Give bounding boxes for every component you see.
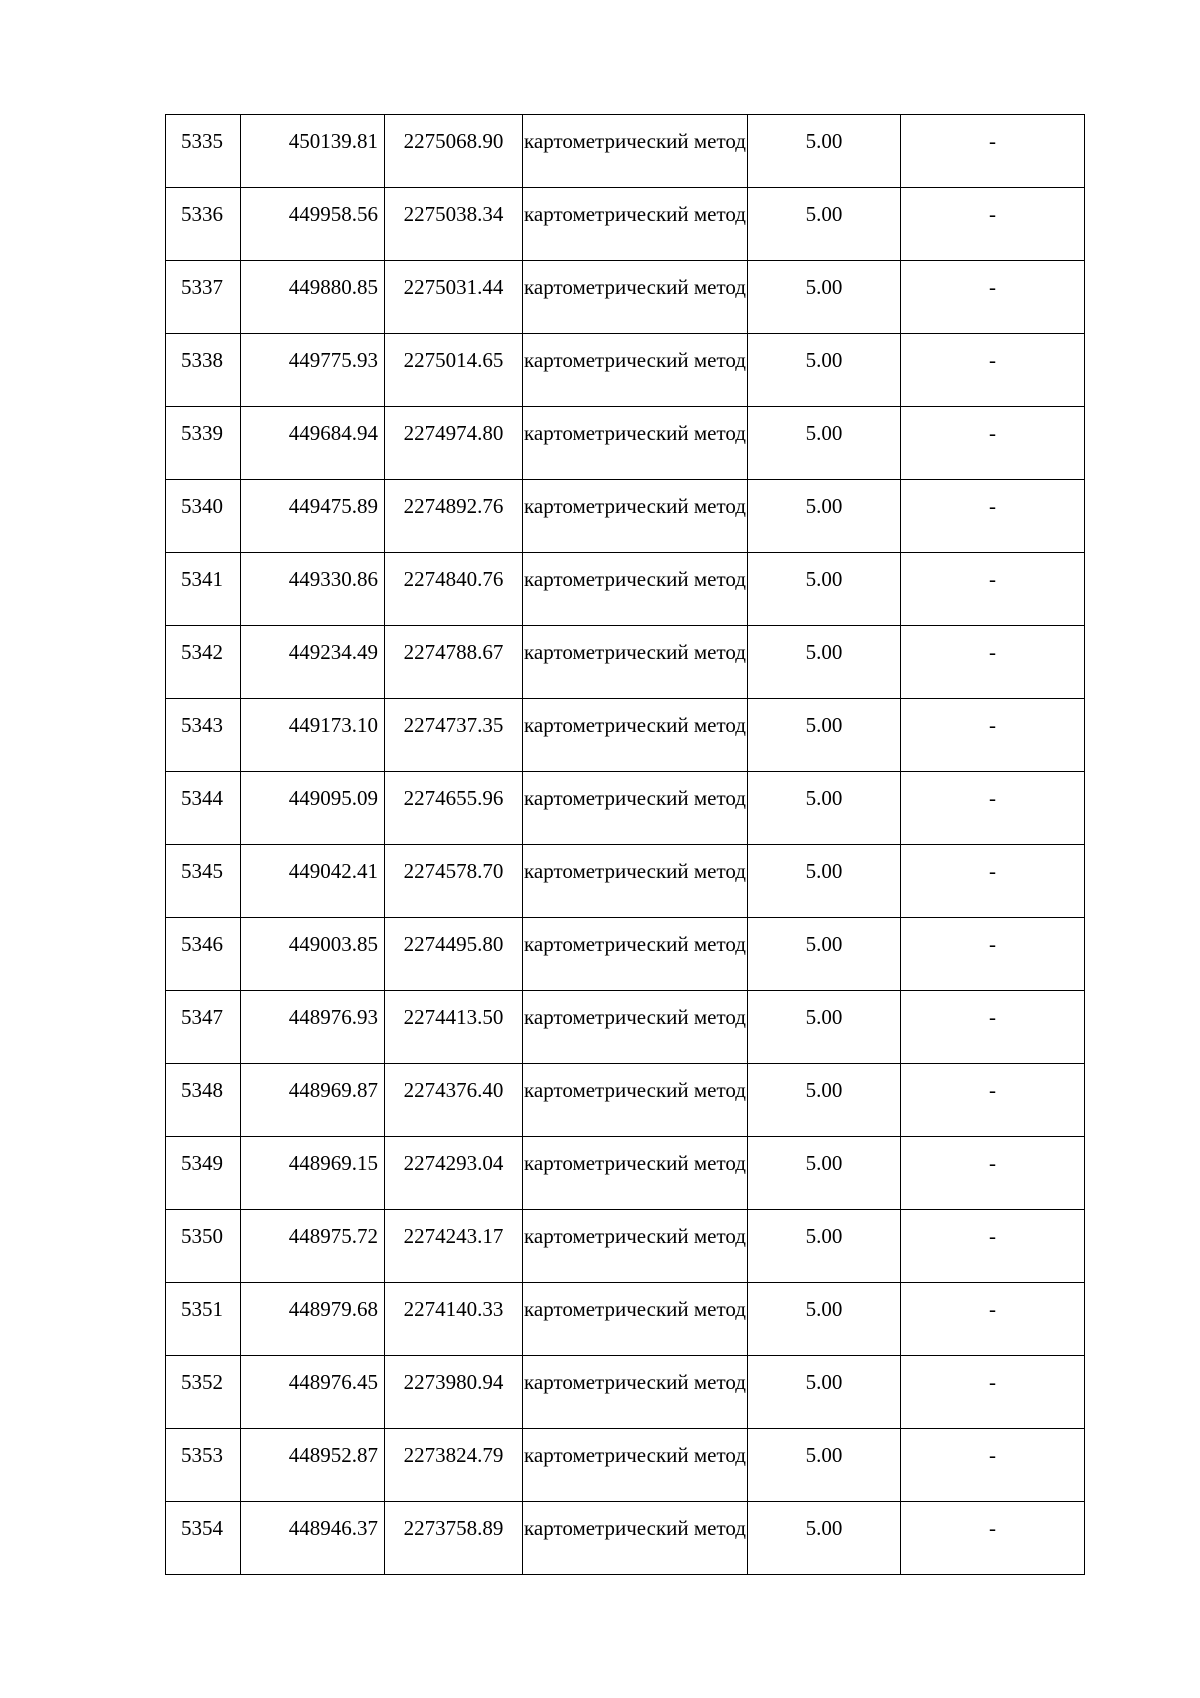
accuracy-cell: 5.00 (748, 115, 901, 188)
x-coordinate-cell: 448979.68 (241, 1283, 385, 1356)
method-cell: картометрический метод (523, 1064, 748, 1137)
method-cell: картометрический метод (523, 1210, 748, 1283)
y-coordinate-cell: 2275068.90 (385, 115, 523, 188)
table-row (166, 626, 1085, 699)
description-cell: - (901, 407, 1085, 480)
point-number-cell: 5347 (166, 991, 241, 1064)
x-coordinate-cell: 448975.72 (241, 1210, 385, 1283)
y-coordinate-cell: 2274293.04 (385, 1137, 523, 1210)
accuracy-cell: 5.00 (748, 1502, 901, 1575)
accuracy-cell: 5.00 (748, 1356, 901, 1429)
accuracy-cell: 5.00 (748, 1064, 901, 1137)
accuracy-cell: 5.00 (748, 407, 901, 480)
accuracy-cell: 5.00 (748, 188, 901, 261)
point-number-cell: 5348 (166, 1064, 241, 1137)
method-cell: картометрический метод (523, 480, 748, 553)
table-row (166, 553, 1085, 626)
point-number-cell: 5336 (166, 188, 241, 261)
accuracy-cell: 5.00 (748, 1137, 901, 1210)
x-coordinate-cell: 449173.10 (241, 699, 385, 772)
description-cell: - (901, 553, 1085, 626)
point-number-cell: 5341 (166, 553, 241, 626)
table-row (166, 115, 1085, 188)
accuracy-cell: 5.00 (748, 334, 901, 407)
method-cell: картометрический метод (523, 1283, 748, 1356)
method-cell: картометрический метод (523, 115, 748, 188)
point-number-cell: 5337 (166, 261, 241, 334)
x-coordinate-cell: 449095.09 (241, 772, 385, 845)
point-number-cell: 5335 (166, 115, 241, 188)
table-row (166, 1502, 1085, 1575)
method-cell: картометрический метод (523, 772, 748, 845)
table-row (166, 1356, 1085, 1429)
y-coordinate-cell: 2274243.17 (385, 1210, 523, 1283)
table-row (166, 480, 1085, 553)
description-cell: - (901, 772, 1085, 845)
x-coordinate-cell: 449958.56 (241, 188, 385, 261)
method-cell: картометрический метод (523, 918, 748, 991)
accuracy-cell: 5.00 (748, 1283, 901, 1356)
accuracy-cell: 5.00 (748, 626, 901, 699)
accuracy-cell: 5.00 (748, 918, 901, 991)
method-cell: картометрический метод (523, 991, 748, 1064)
table-row (166, 1429, 1085, 1502)
method-cell: картометрический метод (523, 553, 748, 626)
accuracy-cell: 5.00 (748, 480, 901, 553)
y-coordinate-cell: 2275031.44 (385, 261, 523, 334)
x-coordinate-cell: 448976.93 (241, 991, 385, 1064)
x-coordinate-cell: 448976.45 (241, 1356, 385, 1429)
table-row (166, 261, 1085, 334)
table-row (166, 1064, 1085, 1137)
y-coordinate-cell: 2273758.89 (385, 1502, 523, 1575)
coordinates-table (165, 114, 1085, 1575)
y-coordinate-cell: 2274655.96 (385, 772, 523, 845)
description-cell: - (901, 991, 1085, 1064)
table-row (166, 918, 1085, 991)
accuracy-cell: 5.00 (748, 845, 901, 918)
x-coordinate-cell: 448969.87 (241, 1064, 385, 1137)
y-coordinate-cell: 2274974.80 (385, 407, 523, 480)
point-number-cell: 5350 (166, 1210, 241, 1283)
table-row (166, 188, 1085, 261)
x-coordinate-cell: 450139.81 (241, 115, 385, 188)
description-cell: - (901, 115, 1085, 188)
x-coordinate-cell: 449330.86 (241, 553, 385, 626)
description-cell: - (901, 261, 1085, 334)
accuracy-cell: 5.00 (748, 699, 901, 772)
x-coordinate-cell: 449234.49 (241, 626, 385, 699)
coordinates-table-body (166, 115, 1085, 1575)
table-row (166, 1210, 1085, 1283)
y-coordinate-cell: 2274892.76 (385, 480, 523, 553)
point-number-cell: 5345 (166, 845, 241, 918)
y-coordinate-cell: 2274376.40 (385, 1064, 523, 1137)
method-cell: картометрический метод (523, 1502, 748, 1575)
x-coordinate-cell: 449042.41 (241, 845, 385, 918)
x-coordinate-cell: 449003.85 (241, 918, 385, 991)
accuracy-cell: 5.00 (748, 1429, 901, 1502)
method-cell: картометрический метод (523, 1137, 748, 1210)
y-coordinate-cell: 2274413.50 (385, 991, 523, 1064)
point-number-cell: 5343 (166, 699, 241, 772)
accuracy-cell: 5.00 (748, 553, 901, 626)
method-cell: картометрический метод (523, 845, 748, 918)
point-number-cell: 5351 (166, 1283, 241, 1356)
table-row (166, 334, 1085, 407)
x-coordinate-cell: 449775.93 (241, 334, 385, 407)
y-coordinate-cell: 2275014.65 (385, 334, 523, 407)
x-coordinate-cell: 449684.94 (241, 407, 385, 480)
table-row (166, 991, 1085, 1064)
y-coordinate-cell: 2274840.76 (385, 553, 523, 626)
description-cell: - (901, 1137, 1085, 1210)
description-cell: - (901, 699, 1085, 772)
method-cell: картометрический метод (523, 188, 748, 261)
method-cell: картометрический метод (523, 699, 748, 772)
y-coordinate-cell: 2274578.70 (385, 845, 523, 918)
y-coordinate-cell: 2273824.79 (385, 1429, 523, 1502)
point-number-cell: 5340 (166, 480, 241, 553)
description-cell: - (901, 1210, 1085, 1283)
description-cell: - (901, 1502, 1085, 1575)
table-row (166, 1137, 1085, 1210)
point-number-cell: 5349 (166, 1137, 241, 1210)
table-row (166, 845, 1085, 918)
accuracy-cell: 5.00 (748, 261, 901, 334)
x-coordinate-cell: 449880.85 (241, 261, 385, 334)
y-coordinate-cell: 2274788.67 (385, 626, 523, 699)
table-row (166, 699, 1085, 772)
x-coordinate-cell: 448952.87 (241, 1429, 385, 1502)
description-cell: - (901, 1064, 1085, 1137)
description-cell: - (901, 918, 1085, 991)
description-cell: - (901, 1283, 1085, 1356)
method-cell: картометрический метод (523, 626, 748, 699)
x-coordinate-cell: 448946.37 (241, 1502, 385, 1575)
description-cell: - (901, 626, 1085, 699)
description-cell: - (901, 188, 1085, 261)
description-cell: - (901, 480, 1085, 553)
point-number-cell: 5344 (166, 772, 241, 845)
y-coordinate-cell: 2274737.35 (385, 699, 523, 772)
point-number-cell: 5338 (166, 334, 241, 407)
point-number-cell: 5353 (166, 1429, 241, 1502)
description-cell: - (901, 845, 1085, 918)
description-cell: - (901, 1429, 1085, 1502)
accuracy-cell: 5.00 (748, 772, 901, 845)
method-cell: картометрический метод (523, 407, 748, 480)
method-cell: картометрический метод (523, 1356, 748, 1429)
point-number-cell: 5352 (166, 1356, 241, 1429)
y-coordinate-cell: 2274140.33 (385, 1283, 523, 1356)
description-cell: - (901, 1356, 1085, 1429)
point-number-cell: 5342 (166, 626, 241, 699)
accuracy-cell: 5.00 (748, 991, 901, 1064)
table-row (166, 772, 1085, 845)
y-coordinate-cell: 2273980.94 (385, 1356, 523, 1429)
accuracy-cell: 5.00 (748, 1210, 901, 1283)
description-cell: - (901, 334, 1085, 407)
point-number-cell: 5354 (166, 1502, 241, 1575)
table-row (166, 1283, 1085, 1356)
point-number-cell: 5339 (166, 407, 241, 480)
point-number-cell: 5346 (166, 918, 241, 991)
y-coordinate-cell: 2274495.80 (385, 918, 523, 991)
table-row (166, 407, 1085, 480)
method-cell: картометрический метод (523, 261, 748, 334)
x-coordinate-cell: 448969.15 (241, 1137, 385, 1210)
method-cell: картометрический метод (523, 1429, 748, 1502)
x-coordinate-cell: 449475.89 (241, 480, 385, 553)
y-coordinate-cell: 2275038.34 (385, 188, 523, 261)
method-cell: картометрический метод (523, 334, 748, 407)
